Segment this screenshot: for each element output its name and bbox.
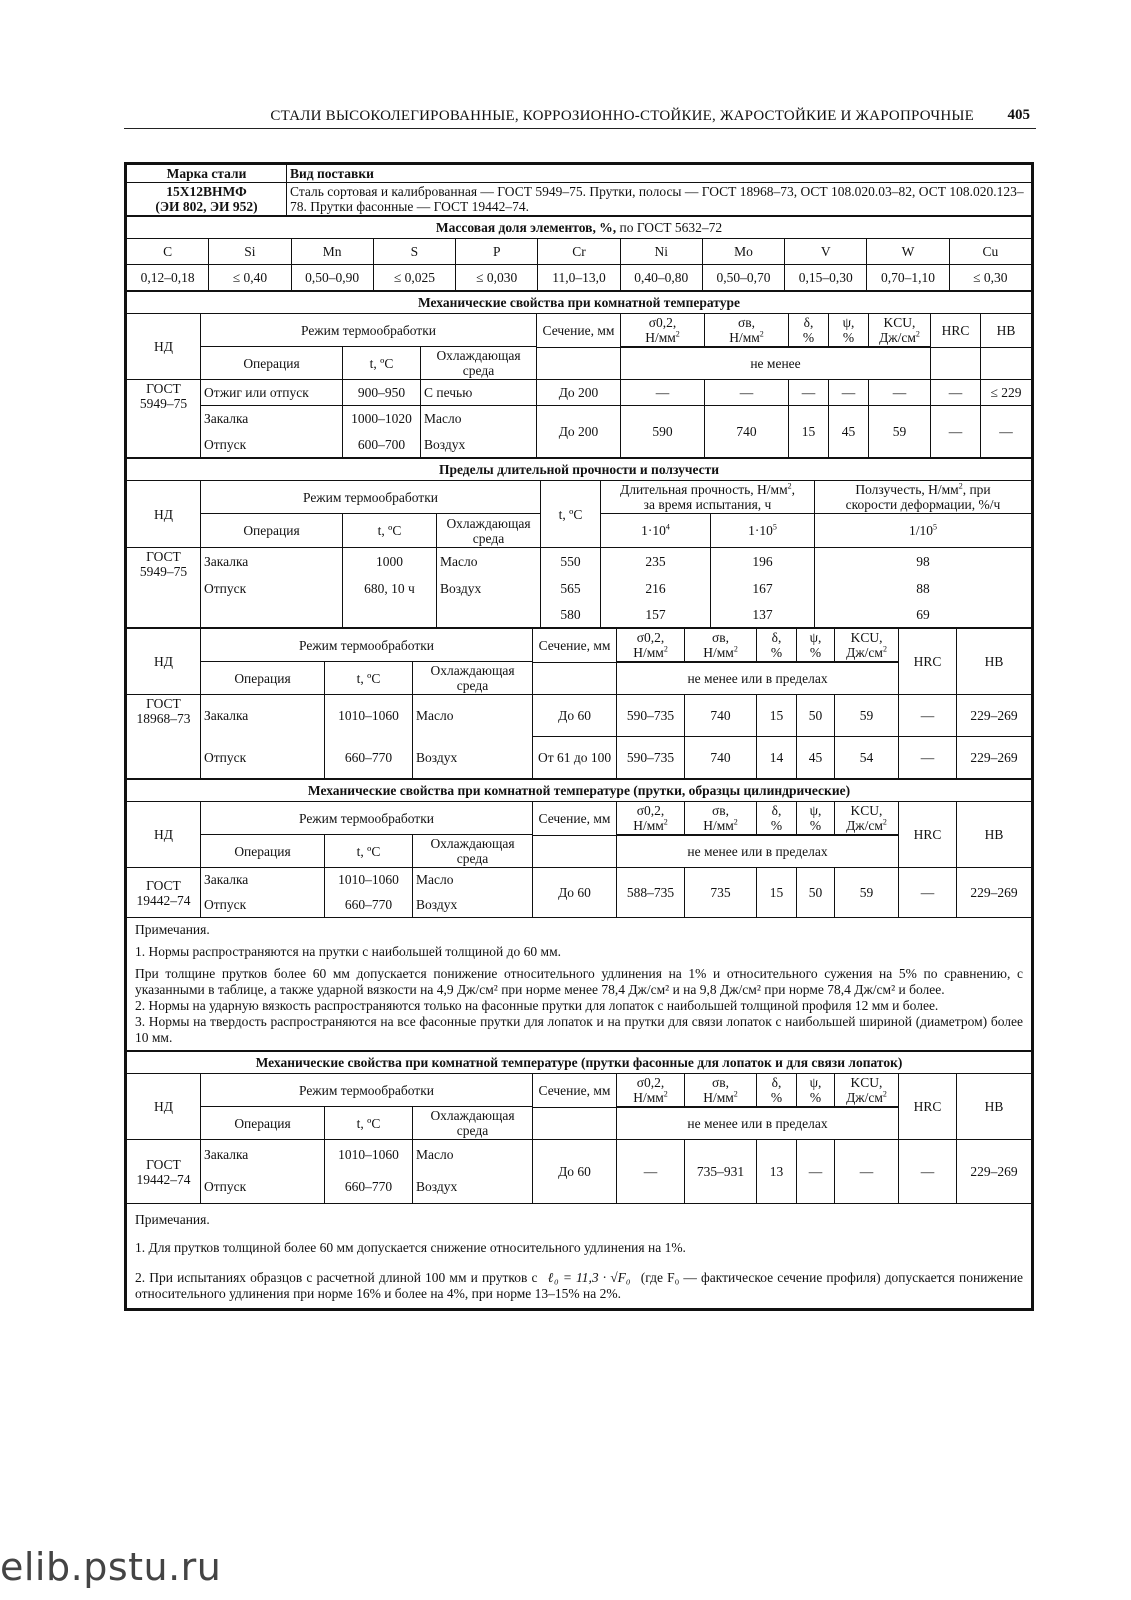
t-header: t, ºС bbox=[325, 835, 413, 868]
cell: Отпуск bbox=[201, 576, 343, 602]
cell: 1010–1060 bbox=[325, 1140, 413, 1170]
kcu-header: KCU, $Дж/см^2$ bbox=[835, 802, 899, 835]
hrc-header: HRC bbox=[931, 314, 981, 348]
cell: 680, 10 ч bbox=[343, 576, 437, 602]
cell: 45 bbox=[829, 406, 869, 458]
cell: — bbox=[869, 380, 931, 406]
cell: 45 bbox=[797, 737, 835, 779]
mech1-title: Механические свойства при комнатной температуре bbox=[127, 292, 1032, 314]
cell: До 60 bbox=[533, 1140, 617, 1204]
op-header: Операция bbox=[201, 1107, 325, 1140]
hb-header: НВ bbox=[957, 802, 1032, 868]
psi-header: ψ, % bbox=[797, 1074, 835, 1107]
cell: — bbox=[899, 737, 957, 779]
cell: — bbox=[621, 380, 705, 406]
running-header bbox=[124, 108, 1036, 129]
cell: — bbox=[835, 1140, 899, 1204]
mode-header: Режим термообработки bbox=[201, 802, 533, 835]
mode-header: Режим термообработки bbox=[201, 629, 533, 662]
cell: 580 bbox=[541, 602, 601, 628]
t-header: t, ºС bbox=[325, 662, 413, 695]
s02-header: σ0,2, $Н/мм^2$ bbox=[617, 629, 685, 662]
grade-name: 15Х12ВНМФ (ЭИ 802, ЭИ 952) bbox=[127, 183, 287, 216]
op-header: Операция bbox=[201, 835, 325, 868]
t-header: t, ºС bbox=[325, 1107, 413, 1140]
cell: — bbox=[797, 1140, 835, 1204]
value-cr: 11,0–13,0 bbox=[538, 265, 620, 291]
cell: 590–735 bbox=[617, 737, 685, 779]
cell: До 200 bbox=[537, 380, 621, 406]
nd-header: НД bbox=[127, 481, 201, 548]
hrc-header: HRC bbox=[899, 629, 957, 695]
cell: — bbox=[899, 868, 957, 918]
delta-header: δ, % bbox=[757, 802, 797, 835]
psi-header: ψ, % bbox=[829, 314, 869, 347]
cell: Закалка bbox=[201, 406, 343, 432]
cell: — bbox=[931, 380, 981, 406]
cell: До 60 bbox=[533, 868, 617, 918]
cell: 59 bbox=[835, 695, 899, 737]
s02-header: σ0,2, $Н/мм^2$ bbox=[617, 1074, 685, 1107]
value-p: ≤ 0,030 bbox=[456, 265, 538, 291]
cell: 600–700 bbox=[343, 432, 421, 458]
element-mn: Mn bbox=[291, 239, 373, 265]
cell: 229–269 bbox=[957, 695, 1032, 737]
h3: $1/10^5$ bbox=[815, 514, 1032, 548]
long-header: Длительная прочность, $Н/мм^2$, за время испытания, ч bbox=[601, 481, 815, 514]
cell: Отпуск bbox=[201, 892, 325, 918]
notes1-n2: 2. Нормы на ударную вязкость распространяются только на фасонные прутки для лопаток с наибольшей толщиной профиля 12 мм и более. bbox=[135, 998, 939, 1013]
mech3-title: Механические свойства при комнатной температуре (прутки, образцы цилиндрические) bbox=[127, 780, 1032, 802]
psi-header: ψ, % bbox=[797, 629, 835, 662]
cell: До 60 bbox=[533, 695, 617, 737]
cool-header: Охлаждающая среда bbox=[413, 1107, 533, 1140]
h2: $1\cdot 10^5$ bbox=[711, 514, 815, 548]
s02-header: σ0,2, $Н/мм^2$ bbox=[621, 314, 705, 347]
cell: 740 bbox=[685, 695, 757, 737]
minrange-label: не менее или в пределах bbox=[617, 663, 899, 695]
nd-header: НД bbox=[127, 629, 201, 695]
supply-text: Сталь сортовая и калиброванная — ГОСТ 5949–75. Прутки, полосы — ГОСТ 18968–73, ОСТ 108.020.03–82, ОСТ 108.020.123–78. Прутки фасонные — ГОСТ 19442–74. bbox=[287, 183, 1032, 216]
cell: 660–770 bbox=[325, 1170, 413, 1204]
value-ni: 0,40–0,80 bbox=[620, 265, 702, 291]
creep-nd: ГОСТ 5949–75 bbox=[127, 548, 201, 628]
cell: — bbox=[981, 406, 1032, 458]
mode-header: Режим термообработки bbox=[201, 1074, 533, 1107]
cell: 196 bbox=[711, 548, 815, 576]
cool-header: Охлаждающая среда bbox=[413, 662, 533, 695]
cell: ≤ 229 bbox=[981, 380, 1032, 406]
notes-2 bbox=[126, 1204, 1032, 1309]
mech2-nd: ГОСТ 18968–73 bbox=[127, 695, 201, 779]
watermark: elib.pstu.ru bbox=[0, 1545, 222, 1589]
cell: 98 bbox=[815, 548, 1032, 576]
cell: Отпуск bbox=[201, 432, 343, 458]
cell: 588–735 bbox=[617, 868, 685, 918]
mech4-nd: ГОСТ 19442–74 bbox=[127, 1140, 201, 1204]
hb-header: НВ bbox=[957, 1074, 1032, 1140]
mech1-nd: ГОСТ 5949–75 bbox=[127, 380, 201, 458]
h1: $1\cdot 10^4$ bbox=[601, 514, 711, 548]
t-header: t, ºС bbox=[343, 347, 421, 380]
delta-header: δ, % bbox=[757, 629, 797, 662]
cell: 660–770 bbox=[325, 892, 413, 918]
cell: Отпуск bbox=[201, 1170, 325, 1204]
mech3-table bbox=[126, 779, 1032, 918]
cool-header: Охлаждающая среда bbox=[413, 835, 533, 868]
cell: 565 bbox=[541, 576, 601, 602]
grade-table bbox=[126, 164, 1032, 216]
cell: От 61 до 100 bbox=[533, 737, 617, 779]
cell: Масло bbox=[421, 406, 537, 432]
creep-table bbox=[126, 458, 1032, 628]
nd-header: НД bbox=[127, 802, 201, 868]
cell: — bbox=[705, 380, 789, 406]
element-c: C bbox=[127, 239, 209, 265]
cell: Отпуск bbox=[201, 737, 325, 779]
cell: С печью bbox=[421, 380, 537, 406]
element-cr: Cr bbox=[538, 239, 620, 265]
value-si: ≤ 0,40 bbox=[209, 265, 291, 291]
psi-header: ψ, % bbox=[797, 802, 835, 835]
cell: 660–770 bbox=[325, 737, 413, 779]
hrc-header: HRC bbox=[899, 1074, 957, 1140]
cell: Закалка bbox=[201, 1140, 325, 1170]
mech2-table bbox=[126, 628, 1032, 779]
grade-label: Марка стали bbox=[127, 165, 287, 183]
value-mo: 0,50–0,70 bbox=[702, 265, 784, 291]
op-header: Операция bbox=[201, 347, 343, 380]
notes2-n1: 1. Для прутков толщиной более 60 мм допускается снижение относительного удлинения на 1%. bbox=[135, 1240, 686, 1255]
op-header: Операция bbox=[201, 514, 343, 548]
mech4-table bbox=[126, 1051, 1032, 1204]
value-c: 0,12–0,18 bbox=[127, 265, 209, 291]
cell: Закалка bbox=[201, 868, 325, 892]
hrc-header: HRC bbox=[899, 802, 957, 868]
cell: До 200 bbox=[537, 406, 621, 458]
op-header: Операция bbox=[201, 662, 325, 695]
cell: — bbox=[829, 380, 869, 406]
notes-1 bbox=[126, 918, 1032, 1051]
section-header: Сечение, мм bbox=[533, 1074, 617, 1108]
cell: Масло bbox=[413, 868, 533, 892]
cell: — bbox=[789, 380, 829, 406]
cell: Масло bbox=[413, 695, 533, 737]
minrange-label: не менее или в пределах bbox=[617, 836, 899, 868]
delta-header: δ, % bbox=[757, 1074, 797, 1107]
cell: — bbox=[899, 1140, 957, 1204]
cell: 157 bbox=[601, 602, 711, 628]
mech1-table bbox=[126, 291, 1032, 458]
notes1-n3: 3. Нормы на твердость распространяются на все фасонные прутки для лопаток и на прутки для связи лопаток с наибольшей шириной (диаметром) более 10 мм. bbox=[135, 1014, 1023, 1045]
cell: 740 bbox=[685, 737, 757, 779]
kcu-header: KCU, $Дж/см^2$ bbox=[835, 1074, 899, 1107]
cell: 590–735 bbox=[617, 695, 685, 737]
t-header: t, ºС bbox=[541, 481, 601, 548]
cell: 229–269 bbox=[957, 868, 1032, 918]
cell: Воздух bbox=[437, 576, 541, 602]
cell: 59 bbox=[869, 406, 931, 458]
cool-header: Охлаждающая среда bbox=[421, 347, 537, 380]
cell: Масло bbox=[413, 1140, 533, 1170]
element-v: V bbox=[785, 239, 867, 265]
cell: Закалка bbox=[201, 548, 343, 576]
cell: — bbox=[931, 406, 981, 458]
composition-elements bbox=[127, 239, 1032, 265]
minrange-label: не менее или в пределах bbox=[617, 1108, 899, 1140]
notes2-head: Примечания. bbox=[135, 1212, 210, 1227]
cell: Закалка bbox=[201, 695, 325, 737]
cell: 735–931 bbox=[685, 1140, 757, 1204]
cell: — bbox=[617, 1140, 685, 1204]
element-s: S bbox=[373, 239, 455, 265]
cell: 740 bbox=[705, 406, 789, 458]
cell: 167 bbox=[711, 576, 815, 602]
cell: 1000–1020 bbox=[343, 406, 421, 432]
cell: Масло bbox=[437, 548, 541, 576]
cell: 50 bbox=[797, 868, 835, 918]
cell: 69 bbox=[815, 602, 1032, 628]
delta-header: δ, % bbox=[789, 314, 829, 347]
creep-header: Ползучесть, $Н/мм^2$, при скорости деформации, %/ч bbox=[815, 481, 1032, 514]
value-w: 0,70–1,10 bbox=[867, 265, 949, 291]
element-p: P bbox=[456, 239, 538, 265]
sb-header: σв, $Н/мм^2$ bbox=[685, 1074, 757, 1107]
cell: 735 bbox=[685, 868, 757, 918]
sb-header: σв, $Н/мм^2$ bbox=[705, 314, 789, 347]
cell: — bbox=[899, 695, 957, 737]
supply-label: Вид поставки bbox=[287, 165, 1032, 183]
notes1-n1b: При толщине прутков более 60 мм допускается понижение относительного удлинения на 1% и относительного сужения на 5% по сравнению, с указанными в таблице, а также ударной вязкости на 4,9 Дж/см² при норме менее 78,4 Дж/см² и на 9,8 Дж/см² при норме 78,4 Дж/см² и более. bbox=[135, 966, 1023, 997]
element-si: Si bbox=[209, 239, 291, 265]
value-s: ≤ 0,025 bbox=[373, 265, 455, 291]
min-label: не менее bbox=[621, 348, 931, 380]
t-header: t, ºС bbox=[343, 514, 437, 548]
cell: 550 bbox=[541, 548, 601, 576]
header-title: СТАЛИ ВЫСОКОЛЕГИРОВАННЫЕ, КОРРОЗИОННО-СТОЙКИЕ, ЖАРОСТОЙКИЕ И ЖАРОПРОЧНЫЕ bbox=[270, 108, 974, 124]
cell: 900–950 bbox=[343, 380, 421, 406]
cell: 14 bbox=[757, 737, 797, 779]
cell: 235 bbox=[601, 548, 711, 576]
section-header: Сечение, мм bbox=[533, 629, 617, 663]
hb-header: НВ bbox=[957, 629, 1032, 695]
cell: Воздух bbox=[413, 737, 533, 779]
notes1-head: Примечания. bbox=[135, 922, 210, 937]
cell: 15 bbox=[789, 406, 829, 458]
section-header: Сечение, мм bbox=[537, 314, 621, 348]
hb-header: НВ bbox=[981, 314, 1032, 348]
element-w: W bbox=[867, 239, 949, 265]
mech3-nd: ГОСТ 19442–74 bbox=[127, 868, 201, 918]
cool-header: Охлаждающая среда bbox=[437, 514, 541, 548]
value-mn: 0,50–0,90 bbox=[291, 265, 373, 291]
cell: 229–269 bbox=[957, 1140, 1032, 1204]
section-header: Сечение, мм bbox=[533, 802, 617, 836]
page-number: 405 bbox=[1007, 107, 1030, 123]
sb-header: σв, $Н/мм^2$ bbox=[685, 802, 757, 835]
cell: 137 bbox=[711, 602, 815, 628]
notes1-n1: 1. Нормы распространяются на прутки с наибольшей толщиной до 60 мм. bbox=[135, 944, 561, 959]
cell: Воздух bbox=[413, 892, 533, 918]
mech4-title: Механические свойства при комнатной температуре (прутки фасонные для лопаток и для связи лопаток) bbox=[127, 1052, 1032, 1074]
cell: 229–269 bbox=[957, 737, 1032, 779]
kcu-header: KCU, $Дж/см^2$ bbox=[835, 629, 899, 662]
notes2-n2: 2. При испытаниях образцов с расчетной длиной 100 мм и прутков с ℓ₀ = 11,3 · √F₀ (где F₀ — фактическое сечение профиля) допускается понижение относительного удлинения при норме 16% и более на 4%, при норме 13–15% на 2%. bbox=[135, 1270, 1024, 1301]
kcu-header: KCU, $Дж/см^2$ bbox=[869, 314, 931, 347]
steel-datasheet bbox=[124, 162, 1034, 1311]
cell: 1000 bbox=[343, 548, 437, 576]
element-cu: Cu bbox=[949, 239, 1031, 265]
composition-table bbox=[126, 216, 1032, 291]
cell: 59 bbox=[835, 868, 899, 918]
cell: 88 bbox=[815, 576, 1032, 602]
cell: 216 bbox=[601, 576, 711, 602]
cell: 13 bbox=[757, 1140, 797, 1204]
nd-header: НД bbox=[127, 314, 201, 380]
cell: Воздух bbox=[421, 432, 537, 458]
value-cu: ≤ 0,30 bbox=[949, 265, 1031, 291]
cell: 15 bbox=[757, 695, 797, 737]
element-ni: Ni bbox=[620, 239, 702, 265]
cell: 1010–1060 bbox=[325, 695, 413, 737]
composition-values bbox=[127, 265, 1032, 291]
mode-header: Режим термообработки bbox=[201, 481, 541, 514]
cell: Воздух bbox=[413, 1170, 533, 1204]
mode-header: Режим термообработки bbox=[201, 314, 537, 347]
formula: ℓ₀ = 11,3 · √F₀ bbox=[547, 1270, 631, 1285]
value-v: 0,15–0,30 bbox=[785, 265, 867, 291]
sb-header: σв, $Н/мм^2$ bbox=[685, 629, 757, 662]
element-mo: Mo bbox=[702, 239, 784, 265]
cell: 15 bbox=[757, 868, 797, 918]
s02-header: σ0,2, $Н/мм^2$ bbox=[617, 802, 685, 835]
cell: Отжиг или отпуск bbox=[201, 380, 343, 406]
composition-title: Массовая доля элементов, %, по ГОСТ 5632–72 bbox=[127, 217, 1032, 239]
creep-title: Пределы длительной прочности и ползучести bbox=[127, 459, 1032, 481]
cell: 54 bbox=[835, 737, 899, 779]
nd-header: НД bbox=[127, 1074, 201, 1140]
cell: 1010–1060 bbox=[325, 868, 413, 892]
cell: 590 bbox=[621, 406, 705, 458]
cell: 50 bbox=[797, 695, 835, 737]
